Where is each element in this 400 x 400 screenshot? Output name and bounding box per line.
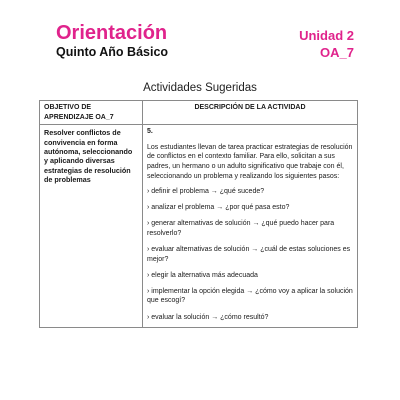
list-item: › generar alternativas de solución → ¿qué puedo hacer para resolverlo?	[147, 220, 335, 237]
grade-subtitle: Quinto Año Básico	[56, 45, 169, 59]
steps-list	[147, 187, 353, 322]
table-row	[40, 125, 358, 328]
page-header	[0, 0, 400, 70]
activities-table	[39, 100, 358, 328]
activity-number: 5.	[147, 128, 153, 136]
activity-intro: Los estudiantes llevan de tarea practicar estrategias de resolución de conflictos en el contexto familiar. Para ello, solicitan a sus padres, un hermano o un adulto significativo que trabaje con él, seleccionando un problema y realizando los siguientes pasos:	[147, 143, 353, 180]
list-item: › implementar la opción elegida → ¿cómo voy a aplicar la solución que escogí?	[147, 287, 353, 305]
page-title: Orientación	[56, 22, 168, 44]
description-column-header: DESCRIPCIÓN DE LA ACTIVIDAD	[143, 101, 358, 125]
unit-label: Unidad 2	[299, 28, 354, 43]
objective-cell: Resolver conflictos de convivencia en forma autónoma, seleccionando y aplicando diversas estrategias de resolución de problemas	[40, 125, 143, 328]
list-item: › evaluar alternativas de solución → ¿cuál de estas soluciones es mejor?	[147, 246, 351, 263]
description-cell	[143, 125, 358, 328]
list-item: › elegir la alternativa más adecuada	[147, 271, 258, 279]
list-item: › definir el problema → ¿qué sucede?	[147, 188, 265, 196]
objective-column-header: OBJETIVO DE APRENDIZAJE OA_7	[40, 101, 143, 125]
table-header-row	[40, 101, 358, 125]
oa-code: OA_7	[320, 45, 354, 60]
section-title: Actividades Sugeridas	[143, 82, 257, 94]
list-item: › evaluar la solución → ¿cómo resultó?	[147, 313, 269, 321]
list-item: › analizar el problema → ¿por qué pasa esto?	[147, 204, 290, 212]
